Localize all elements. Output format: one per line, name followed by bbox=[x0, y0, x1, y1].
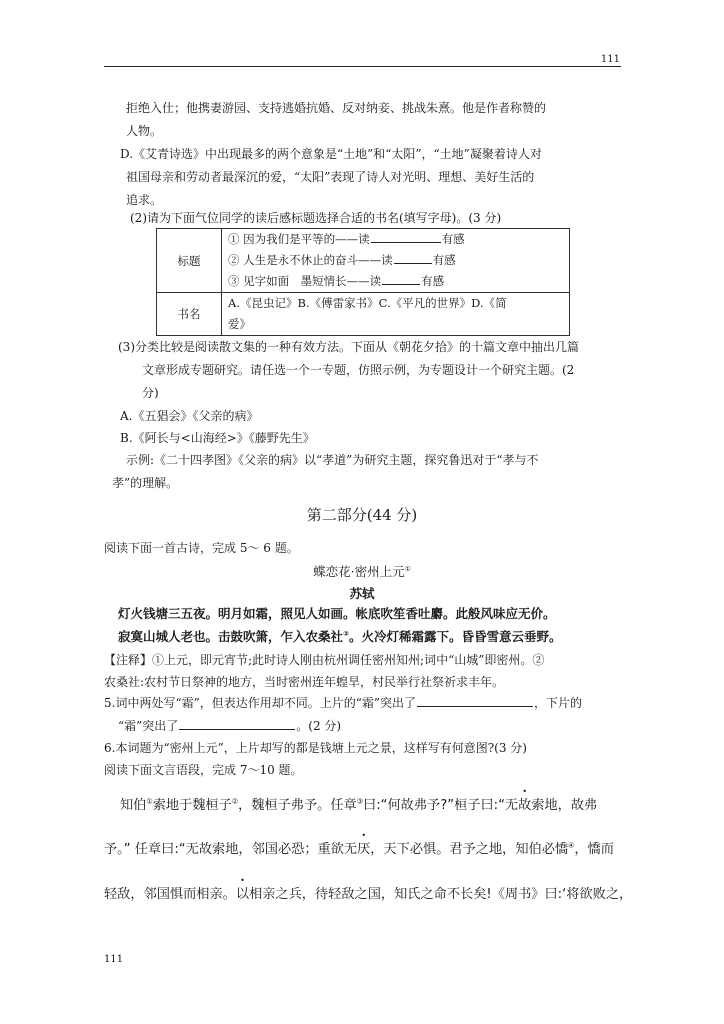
table-header-title: 标题 bbox=[157, 229, 222, 293]
book-options: A.《昆虫记》B.《傅雷家书》C.《平凡的世界》D.《简 bbox=[228, 296, 507, 310]
answer-blank[interactable] bbox=[382, 283, 420, 285]
book-options: 爱》 bbox=[228, 317, 251, 331]
page-number-bottom: 111 bbox=[104, 954, 124, 965]
text-line: 拒绝入仕；他携妻游园、支持逃婚抗婚、反对纳妾、挑战朱熹。他是作者称赞的 bbox=[126, 101, 547, 115]
emphasis-char: 以 bbox=[235, 887, 250, 902]
table-item: ③ 见字如面 墨短情长——读 有感 bbox=[228, 274, 445, 288]
example-line: 示例:《二十四孝图》《父亲的病》以“孝道”为研究主题，探究鲁迅对于“孝与不 bbox=[126, 453, 539, 467]
text-line: 人物。 bbox=[126, 124, 163, 138]
emphasis-char: 故 bbox=[518, 798, 532, 813]
question-6: 6.本词题为“密州上元”，上片却写的都是钱塘上元之景，这样写有何意图?(3 分) bbox=[104, 741, 527, 755]
emphasis-char: 厌 bbox=[357, 842, 371, 857]
answer-blank[interactable] bbox=[179, 728, 295, 730]
annotation: 农桑社:农村节日祭神的地方，当时密州连年蝗旱，村民举行社祭祈求丰年。 bbox=[104, 675, 505, 689]
page-number-top: 111 bbox=[600, 54, 620, 65]
text-line: 分) bbox=[142, 386, 159, 400]
text-line: 追求。 bbox=[126, 193, 163, 207]
answer-blank[interactable] bbox=[394, 262, 432, 264]
poem-title: 蝶恋花·密州上元① bbox=[313, 564, 411, 579]
header-rule bbox=[104, 66, 621, 67]
text-line: 文章形成专题研究。请任选一个一专题，仿照示例，为专题设计一个研究主题。(2 bbox=[142, 363, 575, 377]
part-two-heading: 第二部分(44 分) bbox=[306, 506, 418, 524]
poem-line: 寂寞山城人老也。击鼓吹箫，乍入农桑社②。火冷灯稀霜露下。昏昏雪意云垂野。 bbox=[118, 629, 562, 644]
classical-line: 予。” 任章曰:“无故索地，邻国必恐；重欲无厌，天下必惧。君予之地，知伯必憍④，憍而 bbox=[104, 841, 614, 857]
option-a: A.《五猖会》《父亲的病》 bbox=[120, 409, 259, 423]
question-5-cont: “霜”突出了 。(2 分) bbox=[118, 719, 342, 733]
table-item: ① 因为我们是平等的——读 有感 bbox=[228, 232, 465, 246]
classical-line: 轻敌，邻国惧而相亲。以相亲之兵，待轻敌之国，知氏之命不长矣!《周书》曰:‘将欲败之， bbox=[104, 887, 633, 902]
answer-blank[interactable] bbox=[417, 705, 533, 707]
question-3: (3)分类比较是阅读散文集的一种有效方法。下面从《朝花夕拾》的十篇文章中抽出几篇 bbox=[118, 340, 580, 354]
question-2: (2)请为下面气位同学的读后感标题选择合适的书名(填写字母)。(3 分) bbox=[130, 211, 502, 225]
annotation: 【注释】①上元，即元宵节;此时诗人刚由杭州调任密州知州;词中“山城”即密州。② bbox=[104, 653, 545, 667]
poem-line: 灯火钱塘三五夜。明月如霜，照见人如画。帐底吹笙香吐麝。此般风味应无价。 bbox=[118, 606, 556, 621]
book-title-table bbox=[156, 228, 570, 336]
table-header-books: 书名 bbox=[157, 293, 222, 336]
instruction: 阅读下面文言语段，完成 7～10 题。 bbox=[104, 763, 303, 777]
text-line: D.《艾青诗选》中出现最多的两个意象是“土地”和“太阳”，“土地”凝聚着诗人对 bbox=[120, 147, 542, 161]
classical-line: 知伯①索地于魏桓子②，魏桓子弗予。任章③曰:“何故弗予?”桓子曰:“无故索地，故弗 bbox=[120, 797, 598, 813]
poem-author: 苏轼 bbox=[349, 586, 375, 601]
option-b: B.《阿长与<山海经>》《藤野先生》 bbox=[120, 431, 315, 445]
question-5: 5.词中两处写“霜”，但表达作用却不同。上片的“霜”突出了 ，下片的 bbox=[104, 696, 583, 710]
answer-blank[interactable] bbox=[371, 241, 441, 243]
text-line: 祖国母亲和劳动者最深沉的爱，“太阳”表现了诗人对光明、理想、美好生活的 bbox=[126, 170, 535, 184]
instruction: 阅读下面一首古诗，完成 5～ 6 题。 bbox=[104, 541, 299, 555]
example-line: 孝”的理解。 bbox=[112, 476, 179, 490]
table-item: ② 人生是永不休止的奋斗——读 有感 bbox=[228, 253, 456, 267]
